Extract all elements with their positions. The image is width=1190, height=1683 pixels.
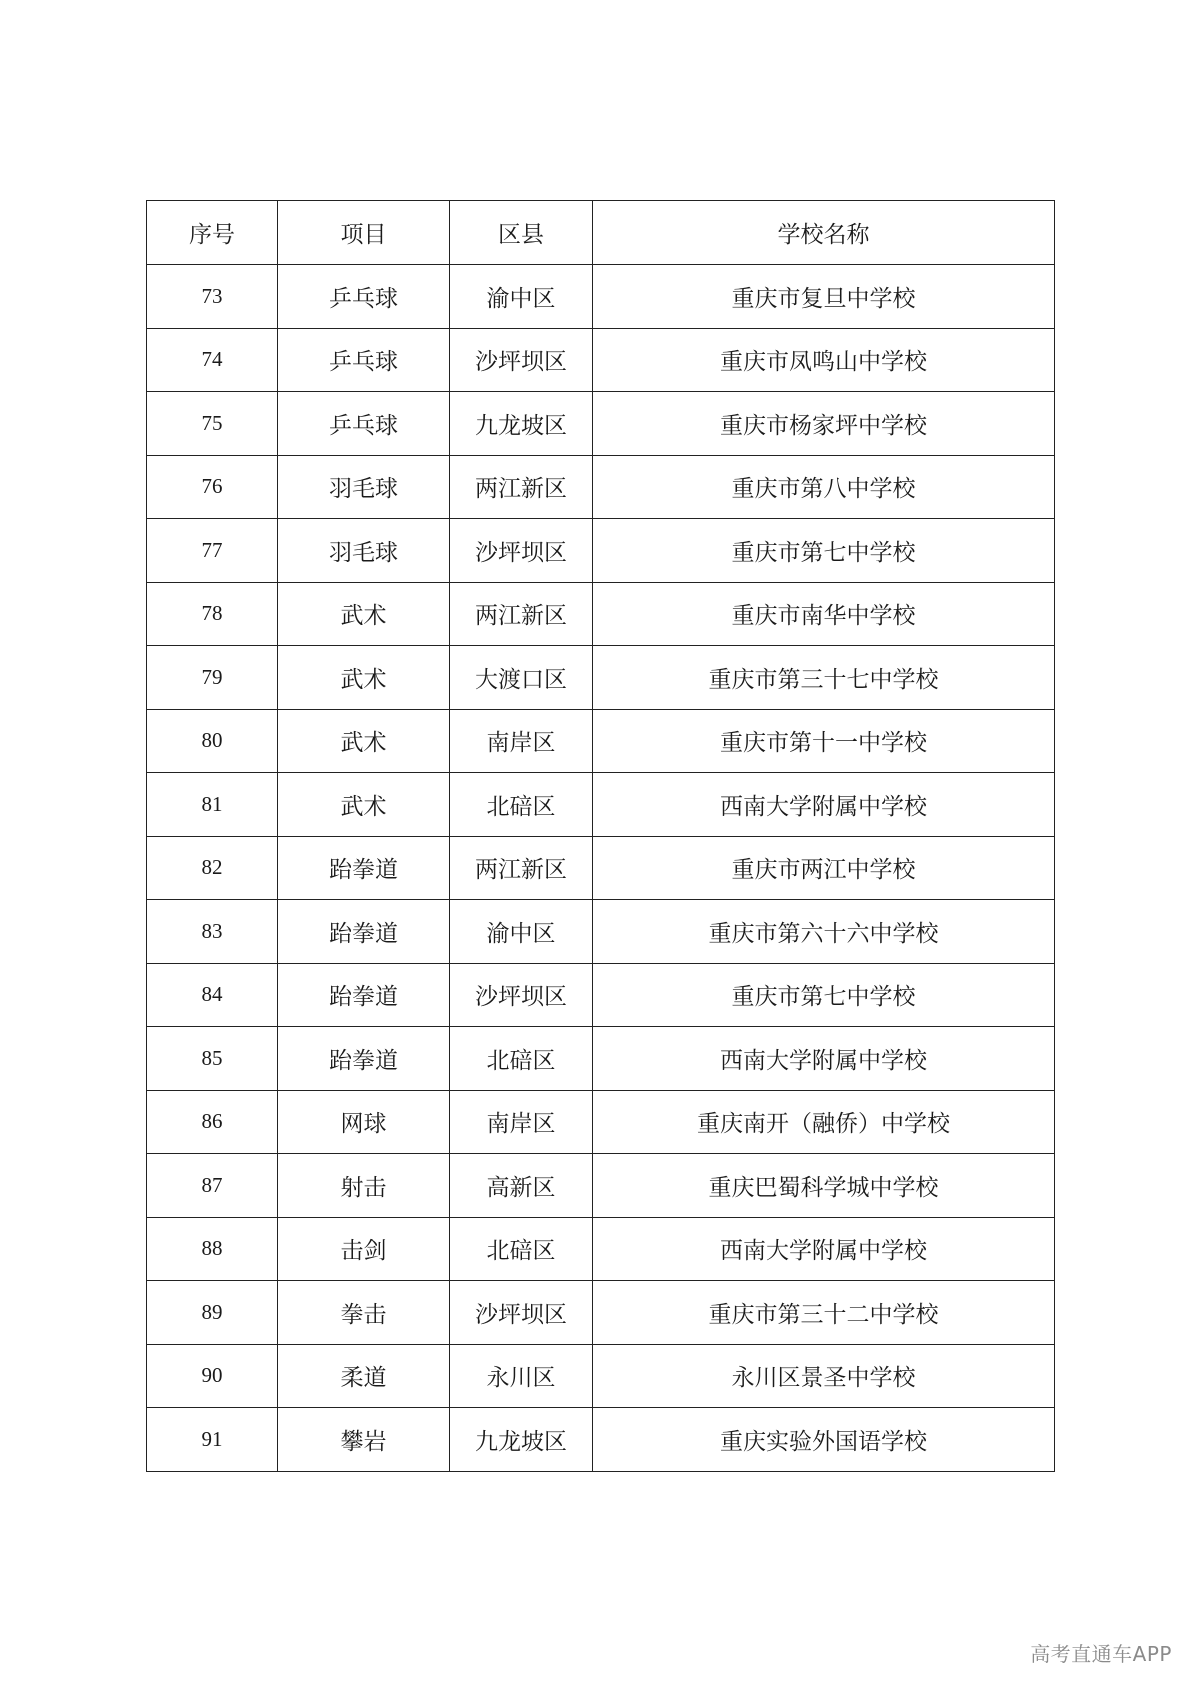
cell-sport: 武术 xyxy=(278,709,450,773)
cell-district: 两江新区 xyxy=(450,836,593,900)
cell-school-name: 重庆市第三十七中学校 xyxy=(593,646,1055,710)
cell-sport: 跆拳道 xyxy=(278,963,450,1027)
cell-sport: 乒乓球 xyxy=(278,328,450,392)
cell-index: 89 xyxy=(147,1281,278,1345)
cell-district: 渝中区 xyxy=(450,265,593,329)
cell-sport: 武术 xyxy=(278,582,450,646)
table-row xyxy=(147,900,1055,964)
table-row xyxy=(147,646,1055,710)
cell-sport: 武术 xyxy=(278,773,450,837)
table-row xyxy=(147,836,1055,900)
table-row xyxy=(147,455,1055,519)
cell-school-name: 重庆实验外国语学校 xyxy=(593,1408,1055,1472)
table-body xyxy=(147,265,1055,1472)
cell-school-name: 重庆市复旦中学校 xyxy=(593,265,1055,329)
cell-sport: 拳击 xyxy=(278,1281,450,1345)
cell-district: 九龙坡区 xyxy=(450,392,593,456)
cell-sport: 跆拳道 xyxy=(278,1027,450,1091)
cell-district: 永川区 xyxy=(450,1344,593,1408)
cell-district: 高新区 xyxy=(450,1154,593,1218)
cell-district: 北碚区 xyxy=(450,773,593,837)
cell-school-name: 重庆南开（融侨）中学校 xyxy=(593,1090,1055,1154)
cell-school-name: 重庆市第三十二中学校 xyxy=(593,1281,1055,1345)
cell-school-name: 重庆市第十一中学校 xyxy=(593,709,1055,773)
cell-index: 83 xyxy=(147,900,278,964)
cell-sport: 射击 xyxy=(278,1154,450,1218)
cell-school-name: 重庆市两江中学校 xyxy=(593,836,1055,900)
cell-sport: 乒乓球 xyxy=(278,265,450,329)
cell-sport: 击剑 xyxy=(278,1217,450,1281)
cell-sport: 攀岩 xyxy=(278,1408,450,1472)
cell-district: 南岸区 xyxy=(450,709,593,773)
cell-district: 大渡口区 xyxy=(450,646,593,710)
cell-district: 渝中区 xyxy=(450,900,593,964)
table-row xyxy=(147,1408,1055,1472)
table-row xyxy=(147,328,1055,392)
table-row xyxy=(147,773,1055,837)
cell-index: 77 xyxy=(147,519,278,583)
cell-index: 73 xyxy=(147,265,278,329)
header-district: 区县 xyxy=(450,201,593,265)
table-row xyxy=(147,1217,1055,1281)
cell-sport: 柔道 xyxy=(278,1344,450,1408)
table-row xyxy=(147,519,1055,583)
table-row xyxy=(147,1344,1055,1408)
cell-sport: 跆拳道 xyxy=(278,836,450,900)
cell-school-name: 重庆市第六十六中学校 xyxy=(593,900,1055,964)
cell-sport: 羽毛球 xyxy=(278,455,450,519)
cell-school-name: 重庆市南华中学校 xyxy=(593,582,1055,646)
watermark-text: 高考直通车APP xyxy=(1030,1642,1172,1666)
cell-index: 84 xyxy=(147,963,278,1027)
cell-sport: 羽毛球 xyxy=(278,519,450,583)
cell-district: 两江新区 xyxy=(450,582,593,646)
cell-index: 76 xyxy=(147,455,278,519)
cell-district: 九龙坡区 xyxy=(450,1408,593,1472)
cell-index: 91 xyxy=(147,1408,278,1472)
cell-school-name: 重庆市第七中学校 xyxy=(593,519,1055,583)
cell-sport: 武术 xyxy=(278,646,450,710)
cell-district: 沙坪坝区 xyxy=(450,519,593,583)
cell-district: 沙坪坝区 xyxy=(450,328,593,392)
table-row xyxy=(147,1090,1055,1154)
cell-school-name: 重庆巴蜀科学城中学校 xyxy=(593,1154,1055,1218)
cell-district: 北碚区 xyxy=(450,1027,593,1091)
cell-index: 80 xyxy=(147,709,278,773)
cell-index: 79 xyxy=(147,646,278,710)
header-school-name: 学校名称 xyxy=(593,201,1055,265)
table-row xyxy=(147,963,1055,1027)
cell-school-name: 西南大学附属中学校 xyxy=(593,773,1055,837)
cell-school-name: 永川区景圣中学校 xyxy=(593,1344,1055,1408)
cell-school-name: 西南大学附属中学校 xyxy=(593,1217,1055,1281)
table-header xyxy=(147,201,1055,265)
table-row xyxy=(147,582,1055,646)
cell-district: 沙坪坝区 xyxy=(450,1281,593,1345)
school-list-table xyxy=(146,200,1055,1472)
table-row xyxy=(147,265,1055,329)
cell-district: 两江新区 xyxy=(450,455,593,519)
cell-school-name: 重庆市第七中学校 xyxy=(593,963,1055,1027)
cell-school-name: 重庆市第八中学校 xyxy=(593,455,1055,519)
header-index: 序号 xyxy=(147,201,278,265)
cell-school-name: 西南大学附属中学校 xyxy=(593,1027,1055,1091)
cell-index: 81 xyxy=(147,773,278,837)
cell-index: 78 xyxy=(147,582,278,646)
cell-school-name: 重庆市杨家坪中学校 xyxy=(593,392,1055,456)
cell-index: 74 xyxy=(147,328,278,392)
cell-index: 82 xyxy=(147,836,278,900)
cell-district: 北碚区 xyxy=(450,1217,593,1281)
cell-sport: 乒乓球 xyxy=(278,392,450,456)
cell-index: 75 xyxy=(147,392,278,456)
table-row xyxy=(147,1154,1055,1218)
header-row xyxy=(147,201,1055,265)
cell-district: 南岸区 xyxy=(450,1090,593,1154)
table-row xyxy=(147,1281,1055,1345)
cell-district: 沙坪坝区 xyxy=(450,963,593,1027)
cell-index: 90 xyxy=(147,1344,278,1408)
cell-school-name: 重庆市凤鸣山中学校 xyxy=(593,328,1055,392)
header-sport: 项目 xyxy=(278,201,450,265)
cell-sport: 网球 xyxy=(278,1090,450,1154)
cell-index: 87 xyxy=(147,1154,278,1218)
cell-sport: 跆拳道 xyxy=(278,900,450,964)
table-row xyxy=(147,392,1055,456)
cell-index: 86 xyxy=(147,1090,278,1154)
table-row xyxy=(147,709,1055,773)
cell-index: 88 xyxy=(147,1217,278,1281)
cell-index: 85 xyxy=(147,1027,278,1091)
table-row xyxy=(147,1027,1055,1091)
